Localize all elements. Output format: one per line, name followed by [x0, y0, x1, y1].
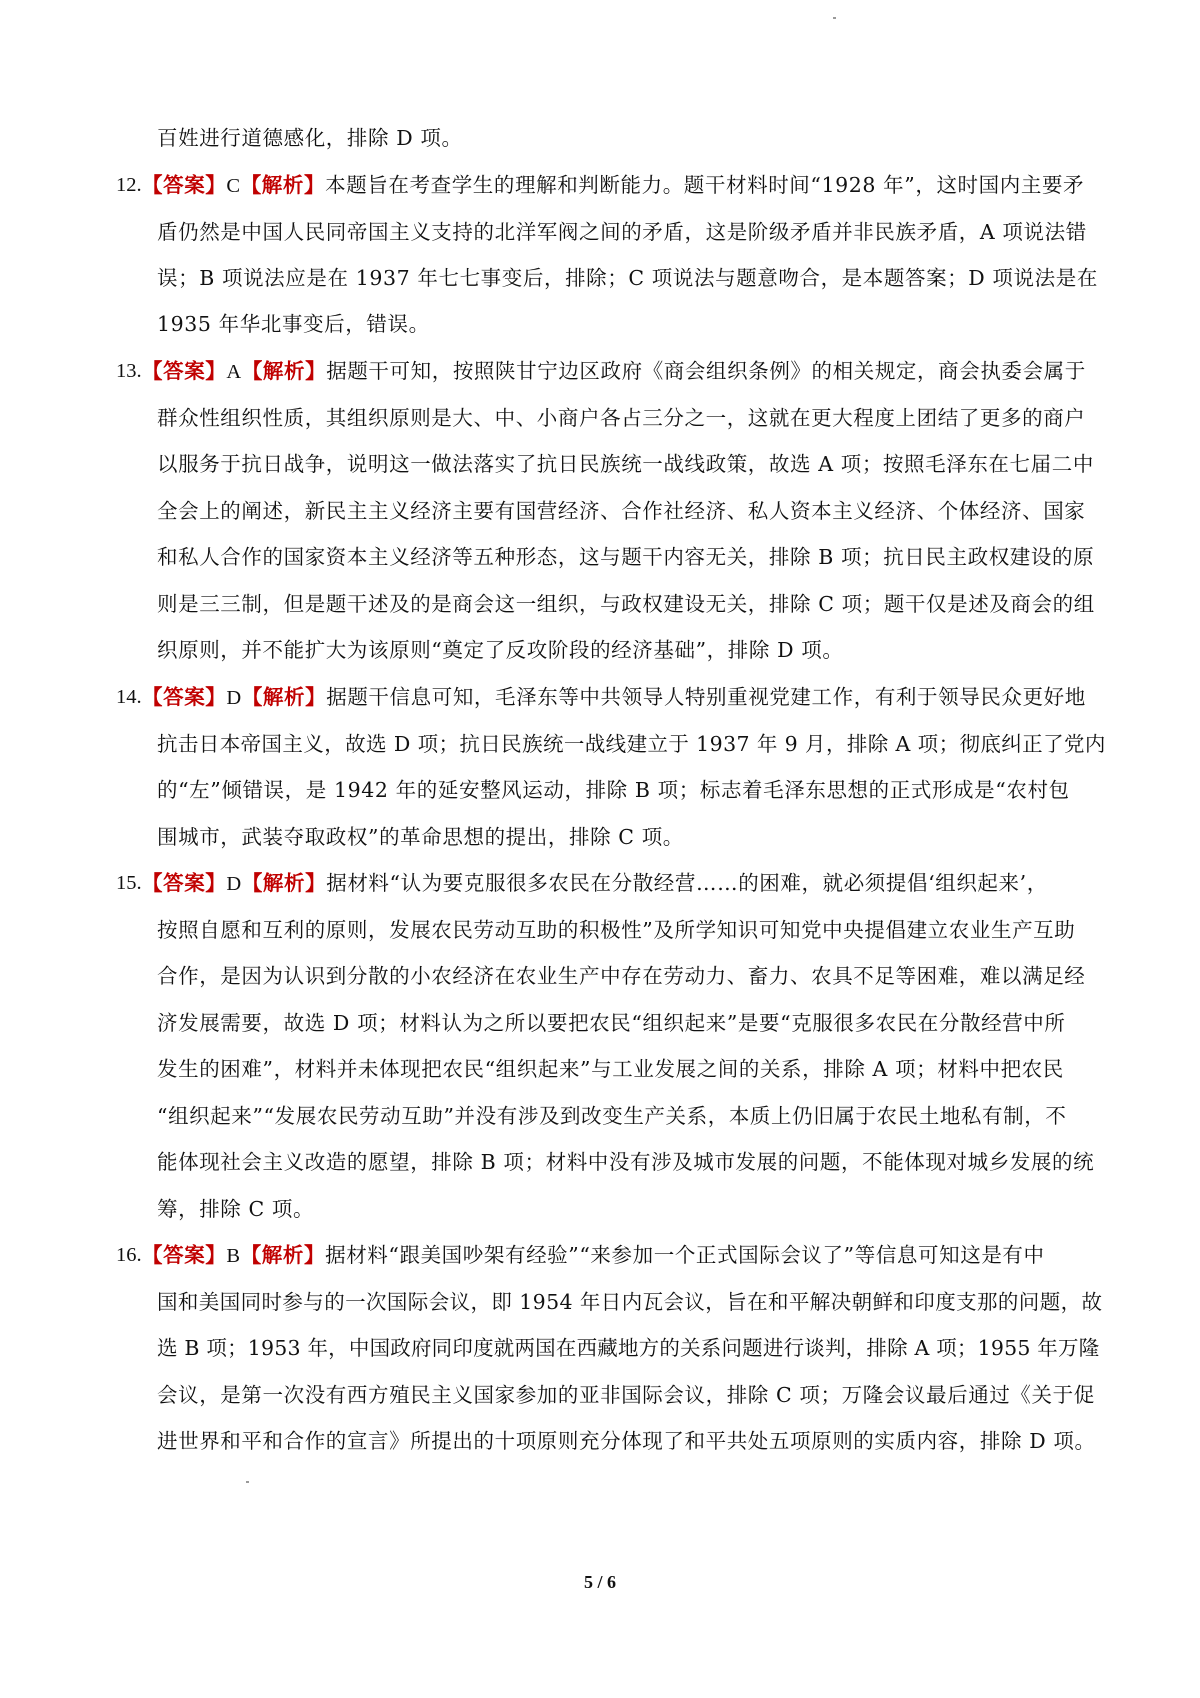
- text-line: 合作，是因为认识到分散的小农经济在农业生产中存在劳动力、畜力、农具不足等困难，难以满足经: [157, 964, 1086, 988]
- text-line: 能体现社会主义改造的愿望，排除 B 项；材料中没有涉及城市发展的问题，不能体现对城乡发展的统: [157, 1150, 1095, 1174]
- item-number: 16.: [116, 1244, 142, 1266]
- text-line: [142, 356, 1092, 387]
- text-line: 选 B 项；1953 年，中国政府同印度就两国在西藏地方的关系问题进行谈判，排除 A 项；1955 年万隆: [157, 1336, 1100, 1360]
- text-line: [142, 170, 1092, 201]
- text-line: 国和美国同时参与的一次国际会议，即 1954 年日内瓦会议，旨在和平解决朝鲜和印度支那的问题，故: [157, 1290, 1103, 1314]
- answer-tag: 【答案】: [142, 173, 227, 197]
- text-line: 进世界和平和合作的宣言》所提出的十项原则充分体现了和平共处五项原则的实质内容，排除 D 项。: [157, 1429, 1096, 1453]
- text-line: [142, 682, 1092, 713]
- analysis-tag: 【解析】: [240, 173, 326, 197]
- answer-letter: B: [226, 1245, 241, 1267]
- answer-tag: 【答案】: [142, 871, 227, 895]
- analysis-tag: 【解析】: [241, 359, 327, 383]
- answer-letter: A: [226, 361, 242, 383]
- answer-tag: 【答案】: [142, 359, 227, 383]
- answer-letter: C: [226, 175, 241, 197]
- text-line: 盾仍然是中国人民同帝国主义支持的北洋军阀之间的矛盾，这是阶级矛盾并非民族矛盾，A 项说法错: [157, 220, 1087, 244]
- item-number: 14.: [116, 686, 142, 708]
- text-line: 全会上的阐述，新民主主义经济主要有国营经济、合作社经济、私人资本主义经济、个体经济、国家: [157, 499, 1086, 523]
- answer-letter: D: [226, 687, 242, 709]
- analysis-text: 据题干信息可知，毛泽东等中共领导人特别重视党建工作，有利于领导民众更好地: [326, 685, 1086, 709]
- text-line: 和私人合作的国家资本主义经济等五种形态，这与题干内容无关，排除 B 项；抗日民主政权建设的原: [157, 545, 1095, 569]
- text-line: “组织起来”“发展农民劳动互助”并没有涉及到改变生产关系，本质上仍旧属于农民土地私有制，不: [157, 1104, 1067, 1128]
- text-line: 筹，排除 C 项。: [157, 1197, 315, 1221]
- text-line: 的“左”倾错误，是 1942 年的延安整风运动，排除 B 项；标志着毛泽东思想的正式形成是“农村包: [157, 778, 1070, 802]
- scan-speck: [833, 17, 836, 19]
- answer-tag: 【答案】: [142, 685, 227, 709]
- text-line: 围城市，武装夺取政权”的革命思想的提出，排除 C 项。: [157, 825, 684, 849]
- text-line: 织原则，并不能扩大为该原则“奠定了反攻阶段的经济基础”，排除 D 项。: [157, 638, 844, 662]
- text-line: [142, 1240, 1092, 1271]
- text-line: 按照自愿和互利的原则，发展农民劳动互助的积极性”及所学知识可知党中央提倡建立农业生产互助: [157, 918, 1076, 942]
- text-line: 抗击日本帝国主义，故选 D 项；抗日民族统一战线建立于 1937 年 9 月，排除 A 项；彻底纠正了党内: [157, 732, 1106, 756]
- text-line: 则是三三制，但是题干述及的是商会这一组织，与政权建设无关，排除 C 项；题干仅是述及商会的组: [157, 592, 1095, 616]
- answer-letter: D: [226, 873, 242, 895]
- item-number: 13.: [116, 360, 142, 382]
- text-line: 误；B 项说法应是在 1937 年七七事变后，排除；C 项说法与题意吻合，是本题答案；D 项说法是在: [157, 266, 1098, 290]
- item-number: 15.: [116, 872, 142, 894]
- analysis-text: 本题旨在考查学生的理解和判断能力。题干材料时间“1928 年”，这时国内主要矛: [325, 173, 1085, 197]
- text-line: 百姓进行道德感化，排除 D 项。: [157, 126, 463, 150]
- analysis-tag: 【解析】: [240, 1243, 326, 1267]
- text-line: 以服务于抗日战争，说明这一做法落实了抗日民族统一战线政策，故选 A 项；按照毛泽东在七届二中: [157, 452, 1094, 476]
- item-number: 12.: [116, 174, 142, 196]
- text-line: [142, 868, 1092, 899]
- text-line: 1935 年华北事变后，错误。: [157, 312, 430, 336]
- text-line: 发生的困难”，材料并未体现把农民“组织起来”与工业发展之间的关系，排除 A 项；材料中把农民: [157, 1057, 1064, 1081]
- scan-speck: [246, 1481, 249, 1483]
- page-number: 5 / 6: [583, 1572, 616, 1592]
- analysis-text: 据题干可知，按照陕甘宁边区政府《商会组织条例》的相关规定，商会执委会属于: [326, 359, 1086, 383]
- analysis-tag: 【解析】: [241, 871, 327, 895]
- text-line: 群众性组织性质，其组织原则是大、中、小商户各占三分之一，这就在更大程度上团结了更多的商户: [157, 406, 1086, 430]
- analysis-tag: 【解析】: [241, 685, 327, 709]
- text-line: 济发展需要，故选 D 项；材料认为之所以要把农民“组织起来”是要“克服很多农民在分散经营中所: [157, 1011, 1066, 1035]
- text-line: 会议，是第一次没有西方殖民主义国家参加的亚非国际会议，排除 C 项；万隆会议最后通过《关于促: [157, 1383, 1095, 1407]
- answer-tag: 【答案】: [142, 1243, 227, 1267]
- analysis-text: 据材料“认为要克服很多农民在分散经营……的困难，就必须提倡‘组织起来’，: [326, 871, 1048, 895]
- analysis-text: 据材料“跟美国吵架有经验”“来参加一个正式国际会议了”等信息可知这是有中: [325, 1243, 1045, 1267]
